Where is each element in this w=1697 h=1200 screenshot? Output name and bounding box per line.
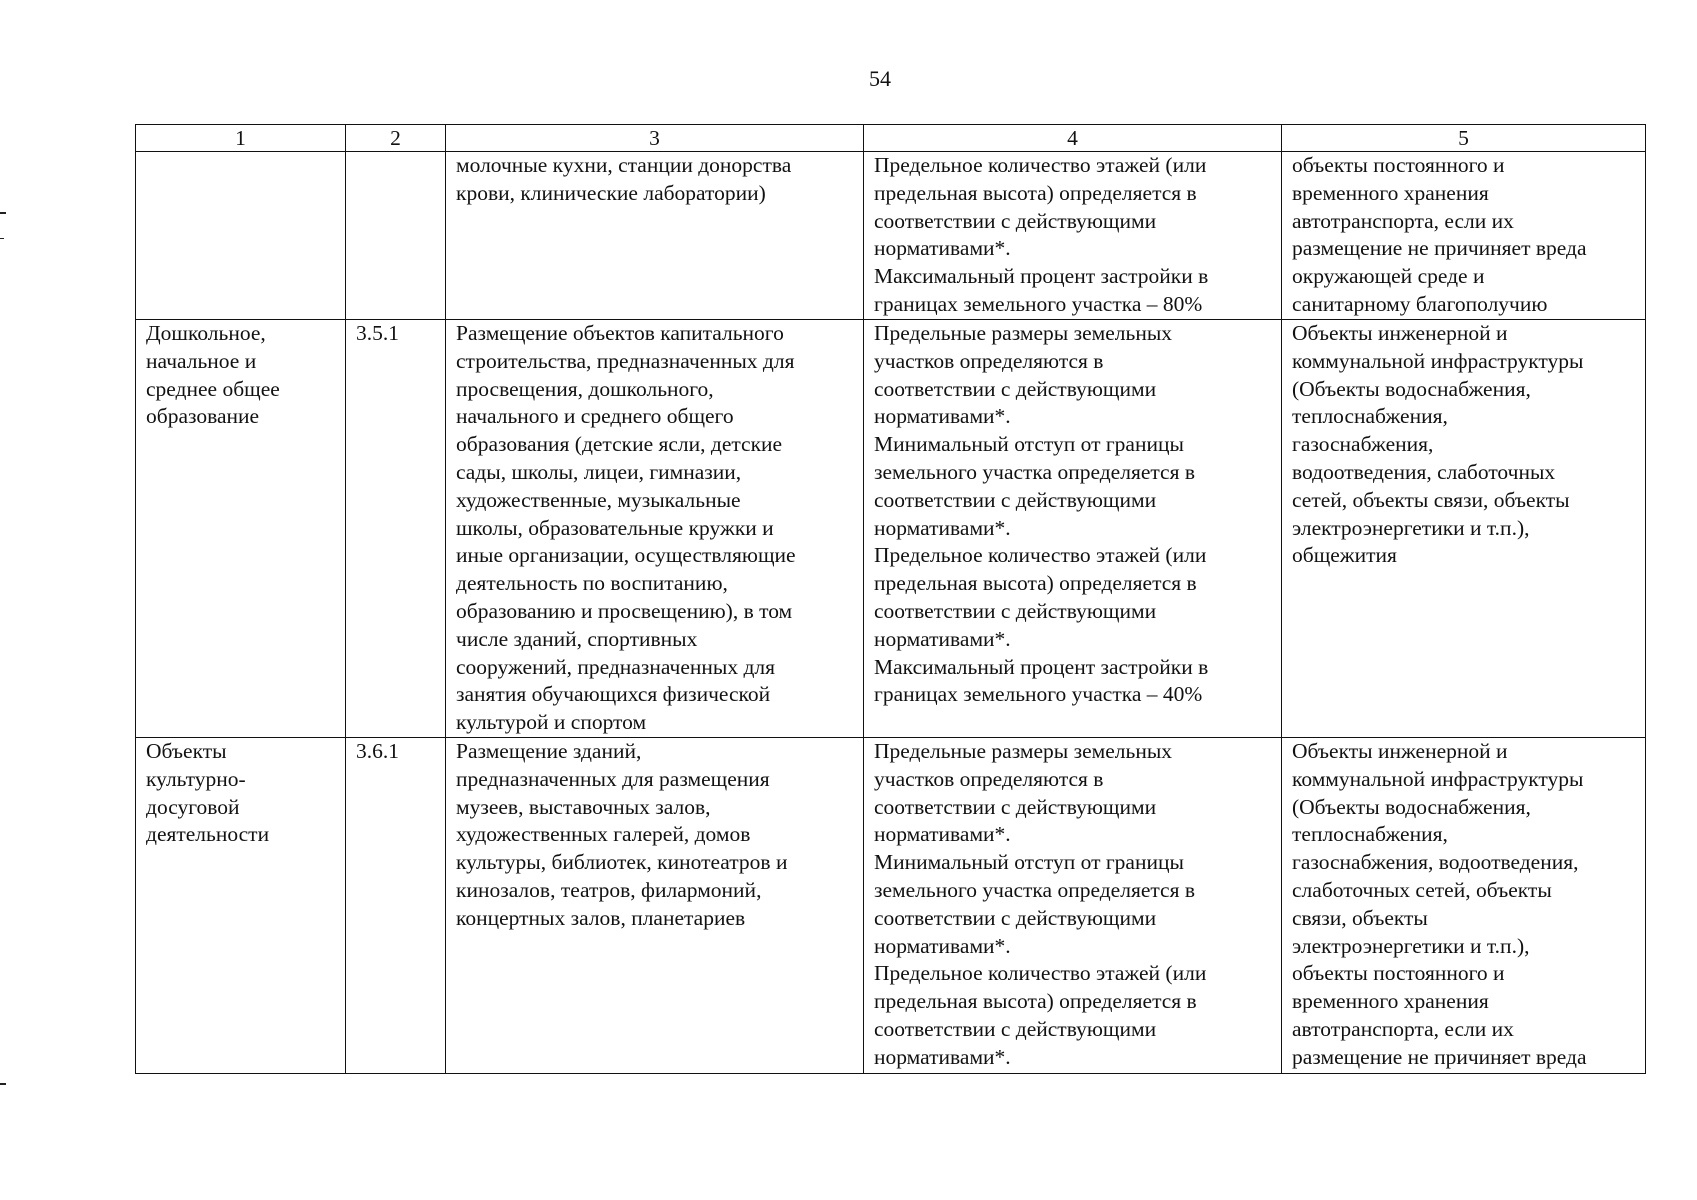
cell-text-line: соответствии с действующими <box>874 1016 1157 1041</box>
cell-text-line: культуры, библиотек, кинотеатров и <box>456 850 788 875</box>
cell-text-line: Максимальный процент застройки в <box>874 264 1209 289</box>
cell-text-line: Предельные размеры земельных <box>874 321 1173 345</box>
cell-text-line: кинозалов, театров, филармоний, <box>456 877 762 902</box>
cell-text-line: начального и среднего общего <box>456 404 734 429</box>
column-header-1: 1 <box>136 125 346 152</box>
cell-text-line: Максимальный процент застройки в <box>874 654 1209 679</box>
table-cell-1 <box>136 152 346 320</box>
cell-text-line: размещение не причиняет вреда <box>1292 1044 1587 1069</box>
cell-text-line: участков определяются в <box>874 766 1104 791</box>
cell-text-line: строительства, предназначенных для <box>456 348 795 373</box>
cell-text-line: Минимальный отступ от границы <box>874 850 1184 875</box>
cell-text-line: Предельное количество этажей (или <box>874 543 1207 568</box>
cell-text-line: слаботочных сетей, объекты <box>1292 877 1552 902</box>
cell-text-line: объекты постоянного и <box>1292 961 1505 986</box>
column-header-3: 3 <box>446 125 864 152</box>
table-cell-2 <box>346 320 446 738</box>
cell-text-line: (Объекты водоснабжения, <box>1292 794 1531 819</box>
table-cell-2 <box>346 737 446 1073</box>
cell-text-line: досуговой <box>146 794 240 819</box>
cell-text-line: культурой и спортом <box>456 710 647 735</box>
cell-text-line: размещение не причиняет вреда <box>1292 236 1587 261</box>
cell-text-line: земельного участка определяется в <box>874 877 1195 902</box>
table-header-row <box>136 125 1646 152</box>
scan-mark <box>0 212 6 214</box>
cell-text-line: образования (детские ясли, детские <box>456 432 783 457</box>
cell-text-line: соответствии с действующими <box>874 208 1157 233</box>
table-cell-3 <box>446 320 864 738</box>
cell-text-line: нормативами*. <box>874 515 1011 540</box>
cell-text-line: иные организации, осуществляющие <box>456 543 796 568</box>
cell-text-line: объекты постоянного и <box>1292 153 1505 177</box>
column-header-5: 5 <box>1282 125 1646 152</box>
cell-text-line: деятельности <box>146 822 270 847</box>
table-cell-5 <box>1282 152 1646 320</box>
cell-text-line: земельного участка определяется в <box>874 459 1195 484</box>
cell-text-line: предназначенных для размещения <box>456 766 770 791</box>
cell-text-line: (Объекты водоснабжения, <box>1292 376 1531 401</box>
cell-text: 3.5.1 <box>356 321 399 345</box>
table-row <box>136 737 1646 1073</box>
table-cell-1 <box>136 320 346 738</box>
table-cell-3 <box>446 152 864 320</box>
cell-text-line: образованию и просвещению), в том <box>456 598 793 623</box>
cell-text-line: концертных залов, планетариев <box>456 905 746 930</box>
cell-text-line: образование <box>146 404 260 429</box>
table-row <box>136 152 1646 320</box>
cell-text-line: участков определяются в <box>874 348 1104 373</box>
cell-text-line: просвещения, дошкольного, <box>456 376 714 401</box>
cell-text-line: временного хранения <box>1292 989 1489 1014</box>
cell-text-line: сады, школы, лицеи, гимназии, <box>456 459 742 484</box>
cell-text-line: сетей, объекты связи, объекты <box>1292 487 1570 512</box>
table-cell-2 <box>346 152 446 320</box>
cell-text-line: сооружений, предназначенных для <box>456 654 776 679</box>
cell-text-line: Минимальный отступ от границы <box>874 432 1184 457</box>
scan-mark <box>0 1083 6 1085</box>
cell-text-line: Объекты инженерной и <box>1292 738 1508 763</box>
cell-text-line: крови, клинические лаборатории) <box>456 180 766 205</box>
cell-text-line: молочные кухни, станции донорства <box>456 153 792 177</box>
cell-text-line: художественные, музыкальные <box>456 487 741 512</box>
cell-text: 3.6.1 <box>356 738 399 763</box>
cell-text-line: газоснабжения, водоотведения, <box>1292 850 1579 875</box>
cell-text-line: соответствии с действующими <box>874 487 1157 512</box>
cell-text-line: окружающей среде и <box>1292 264 1485 289</box>
cell-text-line: начальное и <box>146 348 257 373</box>
cell-text-line: газоснабжения, <box>1292 432 1434 457</box>
cell-text-line: нормативами*. <box>874 822 1011 847</box>
column-header-4: 4 <box>864 125 1282 152</box>
cell-text-line: теплоснабжения, <box>1292 404 1448 429</box>
cell-text-line: автотранспорта, если их <box>1292 208 1514 233</box>
table-cell-3 <box>446 737 864 1073</box>
table-cell-5 <box>1282 320 1646 738</box>
cell-text-line: связи, объекты <box>1292 905 1428 930</box>
cell-text-line: Размещение зданий, <box>456 738 642 763</box>
cell-text-line: водоотведения, слаботочных <box>1292 459 1556 484</box>
cell-text-line: нормативами*. <box>874 236 1011 261</box>
cell-text-line: временного хранения <box>1292 180 1489 205</box>
cell-text-line: культурно- <box>146 766 246 791</box>
table-cell-4 <box>864 152 1282 320</box>
cell-text-line: общежития <box>1292 543 1397 568</box>
cell-text-line: нормативами*. <box>874 626 1011 651</box>
cell-text-line: границах земельного участка – 80% <box>874 291 1203 316</box>
cell-text-line: предельная высота) определяется в <box>874 989 1197 1014</box>
table-row <box>136 320 1646 738</box>
zoning-regulations-table <box>135 124 1646 1074</box>
cell-text-line: нормативами*. <box>874 933 1011 958</box>
cell-text-line: автотранспорта, если их <box>1292 1016 1514 1041</box>
cell-text-line: Дошкольное, <box>146 321 266 345</box>
cell-text-line: соответствии с действующими <box>874 905 1157 930</box>
table-cell-1 <box>136 737 346 1073</box>
cell-text-line: Предельное количество этажей (или <box>874 961 1207 986</box>
cell-text-line: электроэнергетики и т.п.), <box>1292 515 1530 540</box>
cell-text-line: Размещение объектов капитального <box>456 321 784 345</box>
cell-text-line: Объекты <box>146 738 227 763</box>
cell-text-line: соответствии с действующими <box>874 598 1157 623</box>
cell-text-line: соответствии с действующими <box>874 376 1157 401</box>
cell-text-line: музеев, выставочных залов, <box>456 794 711 819</box>
cell-text-line: нормативами*. <box>874 404 1011 429</box>
cell-text-line: среднее общее <box>146 376 280 401</box>
cell-text-line: коммунальной инфраструктуры <box>1292 348 1584 373</box>
column-header-2: 2 <box>346 125 446 152</box>
cell-text-line: соответствии с действующими <box>874 794 1157 819</box>
page-number: 54 <box>869 66 891 91</box>
cell-text-line: нормативами*. <box>874 1044 1011 1069</box>
cell-text-line: коммунальной инфраструктуры <box>1292 766 1584 791</box>
cell-text-line: художественных галерей, домов <box>456 822 751 847</box>
table-body <box>136 152 1646 1074</box>
cell-text-line: границах земельного участка – 40% <box>874 682 1203 707</box>
cell-text-line: занятия обучающихся физической <box>456 682 771 707</box>
table-cell-4 <box>864 320 1282 738</box>
cell-text-line: деятельность по воспитанию, <box>456 571 728 596</box>
cell-text-line: Предельные размеры земельных <box>874 738 1173 763</box>
cell-text-line: школы, образовательные кружки и <box>456 515 774 540</box>
cell-text-line: числе зданий, спортивных <box>456 626 698 651</box>
cell-text-line: предельная высота) определяется в <box>874 571 1197 596</box>
scan-mark <box>0 238 4 239</box>
cell-text-line: Объекты инженерной и <box>1292 321 1508 345</box>
cell-text-line: теплоснабжения, <box>1292 822 1448 847</box>
table-cell-4 <box>864 737 1282 1073</box>
table-cell-5 <box>1282 737 1646 1073</box>
cell-text-line: предельная высота) определяется в <box>874 180 1197 205</box>
cell-text-line: санитарному благополучию <box>1292 291 1548 316</box>
cell-text-line: Предельное количество этажей (или <box>874 153 1207 177</box>
cell-text-line: электроэнергетики и т.п.), <box>1292 933 1530 958</box>
